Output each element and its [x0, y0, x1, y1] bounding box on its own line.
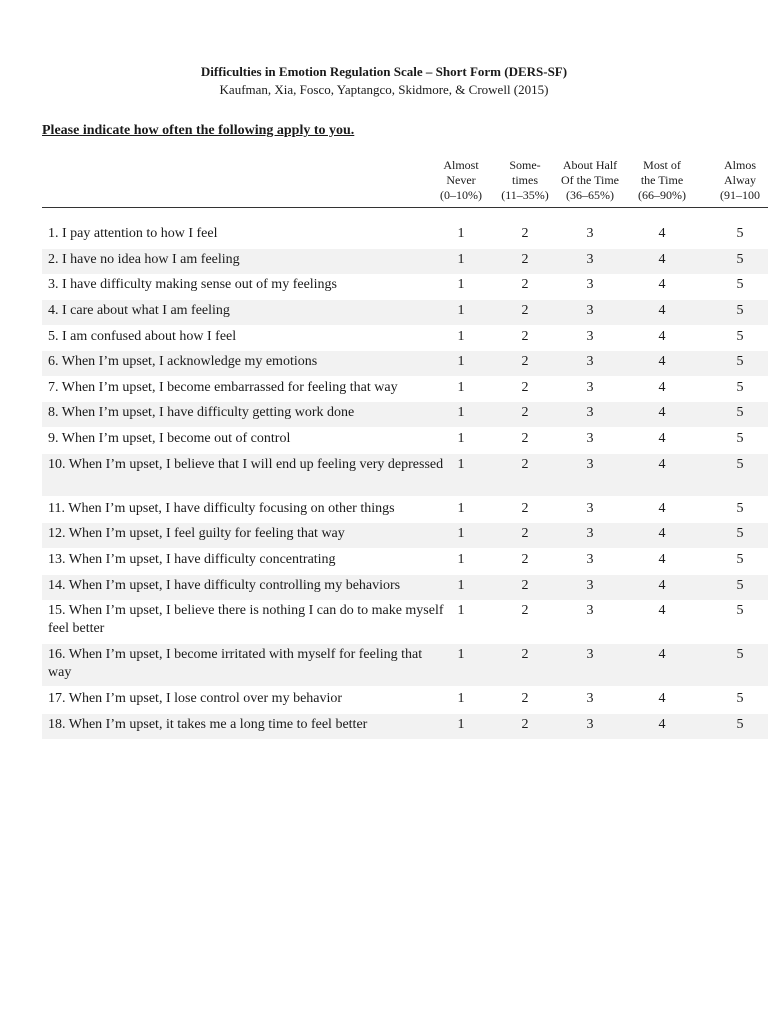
rating-option-1[interactable]: 1 [457, 431, 465, 446]
rating-option-5[interactable]: 5 [736, 329, 744, 344]
instruction-text: Please indicate how often the following apply to you. [42, 123, 355, 138]
item-text: 13. When I’m upset, I have difficulty concentrating [48, 552, 336, 567]
column-header-4 [627, 158, 697, 203]
rating-option-4[interactable]: 4 [658, 431, 666, 446]
rating-option-4[interactable]: 4 [658, 457, 666, 472]
rating-option-1[interactable]: 1 [457, 277, 465, 292]
rating-option-3[interactable]: 3 [586, 578, 594, 593]
item-row [42, 523, 768, 548]
rating-option-5[interactable]: 5 [736, 405, 744, 420]
rating-option-1[interactable]: 1 [457, 691, 465, 706]
item-text: 1. I pay attention to how I feel [48, 226, 218, 241]
rating-option-3[interactable]: 3 [586, 717, 594, 732]
column-header-line1: Most of [643, 158, 681, 172]
item-row [42, 351, 768, 376]
column-header-3 [555, 158, 625, 203]
rating-option-2[interactable]: 2 [521, 431, 529, 446]
rating-option-2[interactable]: 2 [521, 277, 529, 292]
rating-option-4[interactable]: 4 [658, 501, 666, 516]
rating-option-4[interactable]: 4 [658, 277, 666, 292]
rating-option-2[interactable]: 2 [521, 501, 529, 516]
rating-option-4[interactable]: 4 [658, 226, 666, 241]
column-header-line3: (66–90%) [638, 188, 686, 202]
rating-option-3[interactable]: 3 [586, 691, 594, 706]
item-text: 14. When I’m upset, I have difficulty controlling my behaviors [48, 578, 401, 593]
rating-option-2[interactable]: 2 [521, 457, 529, 472]
rating-option-5[interactable]: 5 [736, 277, 744, 292]
rating-option-5[interactable]: 5 [736, 354, 744, 369]
rating-option-2[interactable]: 2 [521, 552, 529, 567]
item-text: 17. When I’m upset, I lose control over my behavior [48, 691, 343, 706]
rating-option-4[interactable]: 4 [658, 578, 666, 593]
rating-option-1[interactable]: 1 [457, 354, 465, 369]
rating-option-1[interactable]: 1 [457, 303, 465, 318]
rating-option-3[interactable]: 3 [586, 552, 594, 567]
rating-option-2[interactable]: 2 [521, 303, 529, 318]
rating-option-3[interactable]: 3 [586, 501, 594, 516]
rating-option-4[interactable]: 4 [658, 552, 666, 567]
rating-option-4[interactable]: 4 [658, 329, 666, 344]
item-row [42, 377, 768, 402]
rating-option-5[interactable]: 5 [736, 647, 744, 662]
rating-option-1[interactable]: 1 [457, 329, 465, 344]
item-text: 15. When I’m upset, I believe there is nothing I can do to make myself feel better [48, 603, 444, 636]
rating-option-3[interactable]: 3 [586, 277, 594, 292]
item-row [42, 549, 768, 574]
item-text: 6. When I’m upset, I acknowledge my emotions [48, 354, 318, 369]
rating-option-1[interactable]: 1 [457, 578, 465, 593]
document-title: Difficulties in Emotion Regulation Scale – Short Form (DERS-SF) [200, 64, 568, 79]
item-row [42, 274, 768, 299]
item-text: 18. When I’m upset, it takes me a long time to feel better [48, 717, 368, 732]
item-row [42, 454, 768, 496]
item-row [42, 326, 768, 351]
rating-option-4[interactable]: 4 [658, 603, 666, 618]
column-header-1 [426, 158, 496, 203]
rating-option-3[interactable]: 3 [586, 457, 594, 472]
column-header-line3: (91–100 [720, 188, 760, 202]
rating-option-4[interactable]: 4 [658, 691, 666, 706]
item-row [42, 402, 768, 427]
rating-option-3[interactable]: 3 [586, 603, 594, 618]
rating-option-2[interactable]: 2 [521, 405, 529, 420]
item-row [42, 644, 768, 686]
rating-option-3[interactable]: 3 [586, 647, 594, 662]
rating-option-3[interactable]: 3 [586, 405, 594, 420]
item-text: 7. When I’m upset, I become embarrassed for feeling that way [48, 380, 398, 395]
item-row [42, 428, 768, 453]
rating-option-3[interactable]: 3 [586, 526, 594, 541]
rating-option-4[interactable]: 4 [658, 405, 666, 420]
item-text: 11. When I’m upset, I have difficulty focusing on other things [48, 501, 395, 516]
rating-option-4[interactable]: 4 [658, 717, 666, 732]
rating-option-4[interactable]: 4 [658, 303, 666, 318]
rating-option-2[interactable]: 2 [521, 691, 529, 706]
column-header-line2: Never [446, 173, 476, 187]
rating-option-2[interactable]: 2 [521, 329, 529, 344]
rating-option-2[interactable]: 2 [521, 354, 529, 369]
rating-option-4[interactable]: 4 [658, 354, 666, 369]
item-row [42, 498, 768, 523]
column-header-line1: Some- [509, 158, 541, 172]
item-text: 10. When I’m upset, I believe that I will end up feeling very depressed [48, 457, 444, 472]
rating-option-2[interactable]: 2 [521, 647, 529, 662]
rating-option-2[interactable]: 2 [521, 603, 529, 618]
rating-option-5[interactable]: 5 [736, 552, 744, 567]
rating-option-5[interactable]: 5 [736, 226, 744, 241]
column-header-line2: times [512, 173, 538, 187]
rating-option-5[interactable]: 5 [736, 303, 744, 318]
rating-option-1[interactable]: 1 [457, 457, 465, 472]
column-header-line1: Almost [443, 158, 479, 172]
rating-option-1[interactable]: 1 [457, 717, 465, 732]
rating-option-5[interactable]: 5 [736, 501, 744, 516]
rating-option-3[interactable]: 3 [586, 354, 594, 369]
column-header-line2: Alway [724, 173, 756, 187]
column-header-2 [490, 158, 560, 203]
item-row [42, 714, 768, 739]
rating-option-5[interactable]: 5 [736, 457, 744, 472]
column-header-line3: (36–65%) [566, 188, 614, 202]
rating-option-1[interactable]: 1 [457, 501, 465, 516]
rating-option-3[interactable]: 3 [586, 252, 594, 267]
item-text: 5. I am confused about how I feel [48, 329, 237, 344]
rating-option-1[interactable]: 1 [457, 647, 465, 662]
header-divider [42, 207, 768, 208]
rating-option-1[interactable]: 1 [457, 603, 465, 618]
document-authors: Kaufman, Xia, Fosco, Yaptangco, Skidmore, & Crowell (2015) [219, 82, 549, 97]
rating-option-5[interactable]: 5 [736, 603, 744, 618]
rating-option-3[interactable]: 3 [586, 380, 594, 395]
rating-option-4[interactable]: 4 [658, 380, 666, 395]
column-header-line3: (0–10%) [440, 188, 482, 202]
rating-option-2[interactable]: 2 [521, 526, 529, 541]
item-row [42, 575, 768, 600]
rating-option-3[interactable]: 3 [586, 329, 594, 344]
column-header-line1: Almos [723, 158, 756, 172]
rating-option-5[interactable]: 5 [736, 691, 744, 706]
rating-option-5[interactable]: 5 [736, 526, 744, 541]
item-row [42, 300, 768, 325]
item-row [42, 249, 768, 274]
column-header-line3: (11–35%) [501, 188, 549, 202]
rating-option-5[interactable]: 5 [736, 578, 744, 593]
rating-option-5[interactable]: 5 [736, 717, 744, 732]
rating-option-1[interactable]: 1 [457, 252, 465, 267]
item-text: 16. When I’m upset, I become irritated with myself for feeling that way [48, 647, 423, 680]
rating-option-4[interactable]: 4 [658, 526, 666, 541]
rating-option-2[interactable]: 2 [521, 578, 529, 593]
item-row [42, 688, 768, 713]
column-header-line1: About Half [562, 158, 618, 172]
item-text: 12. When I’m upset, I feel guilty for feeling that way [48, 526, 345, 541]
item-text: 9. When I’m upset, I become out of control [48, 431, 291, 446]
rating-option-2[interactable]: 2 [521, 380, 529, 395]
column-header-5 [705, 158, 768, 203]
item-text: 2. I have no idea how I am feeling [48, 252, 240, 267]
column-header-line2: Of the Time [560, 173, 619, 187]
item-text: 4. I care about what I am feeling [48, 303, 230, 318]
rating-option-1[interactable]: 1 [457, 526, 465, 541]
rating-option-5[interactable]: 5 [736, 252, 744, 267]
rating-option-1[interactable]: 1 [457, 226, 465, 241]
rating-option-5[interactable]: 5 [736, 431, 744, 446]
item-row [42, 600, 768, 642]
item-text: 8. When I’m upset, I have difficulty getting work done [48, 405, 355, 420]
rating-option-3[interactable]: 3 [586, 303, 594, 318]
rating-option-2[interactable]: 2 [521, 717, 529, 732]
rating-option-5[interactable]: 5 [736, 380, 744, 395]
rating-option-4[interactable]: 4 [658, 647, 666, 662]
rating-option-1[interactable]: 1 [457, 552, 465, 567]
rating-option-3[interactable]: 3 [586, 226, 594, 241]
rating-option-3[interactable]: 3 [586, 431, 594, 446]
item-text: 3. I have difficulty making sense out of my feelings [48, 277, 338, 292]
column-header-line2: the Time [640, 173, 684, 187]
rating-option-2[interactable]: 2 [521, 252, 529, 267]
rating-option-4[interactable]: 4 [658, 252, 666, 267]
rating-option-1[interactable]: 1 [457, 405, 465, 420]
item-row [42, 223, 768, 248]
rating-option-1[interactable]: 1 [457, 380, 465, 395]
rating-option-2[interactable]: 2 [521, 226, 529, 241]
